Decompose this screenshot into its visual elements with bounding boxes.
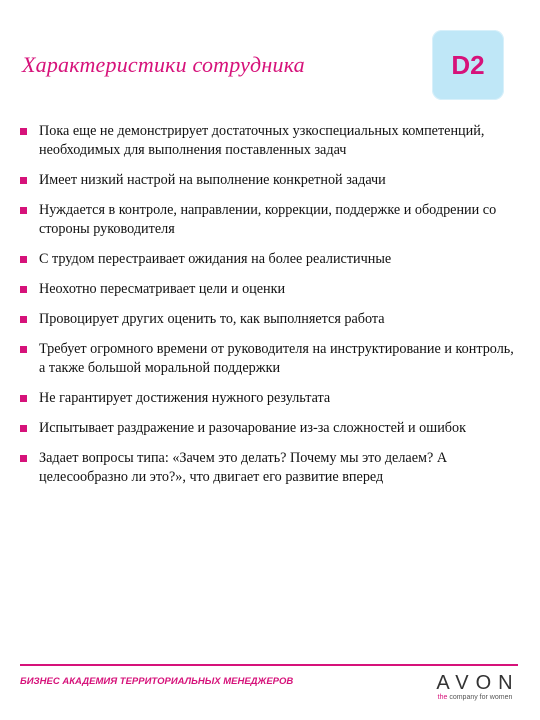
bullet-square-icon: [20, 316, 27, 323]
avon-tagline-accent: the: [437, 694, 448, 701]
list-item: [20, 449, 520, 487]
list-item: [20, 250, 520, 269]
footer-caption: БИЗНЕС АКАДЕМИЯ ТЕРРИТОРИАЛЬНЫХ МЕНЕДЖЕРОВ: [20, 676, 294, 687]
bullet-square-icon: [20, 256, 27, 263]
list-item-text: Неохотно пересматривает цели и оценки: [39, 281, 286, 297]
list-item-text: Нуждается в контроле, направлении, коррекции, поддержке и ободрении со стороны руководителя: [39, 202, 497, 237]
list-item-text: Испытывает раздражение и разочарование из-за сложностей и ошибок: [39, 420, 466, 436]
list-item-text: Пока еще не демонстрирует достаточных узкоспециальных компетенций, необходимых для выполнения поставленных задач: [39, 123, 485, 158]
list-item-text: Требует огромного времени от руководителя на инструктирование и контроль, а также большой моральной поддержки: [39, 341, 514, 376]
avon-tagline: [428, 693, 522, 703]
bullet-square-icon: [20, 177, 27, 184]
list-item: [20, 310, 520, 329]
list-item: [20, 171, 520, 190]
list-item-text: Провоцирует других оценить то, как выполняется работа: [39, 311, 385, 327]
avon-logo: [428, 673, 522, 703]
list-item: [20, 340, 520, 378]
list-item: [20, 419, 520, 438]
list-item-text: С трудом перестраивает ожидания на более реалистичные: [39, 251, 392, 267]
bullet-square-icon: [20, 346, 27, 353]
bullet-square-icon: [20, 395, 27, 402]
characteristics-list: [20, 122, 520, 498]
bullet-square-icon: [20, 455, 27, 462]
level-badge: D2: [432, 30, 504, 100]
list-item: [20, 389, 520, 408]
list-item-text: Задает вопросы типа: «Зачем это делать? Почему мы это делаем? А целесообразно ли это?», что двигает его развитие вперед: [39, 450, 448, 485]
footer-divider: [20, 664, 518, 666]
list-item: [20, 122, 520, 160]
list-item-text: Не гарантирует достижения нужного результата: [39, 390, 331, 406]
list-item: [20, 201, 520, 239]
avon-tagline-rest: company for women: [449, 694, 513, 701]
bullet-square-icon: [20, 207, 27, 214]
bullet-square-icon: [20, 425, 27, 432]
list-item-text: Имеет низкий настрой на выполнение конкретной задачи: [39, 172, 386, 188]
bullet-square-icon: [20, 128, 27, 135]
bullet-square-icon: [20, 286, 27, 293]
slide-title: Характеристики сотрудника: [22, 52, 305, 77]
list-item: [20, 280, 520, 299]
avon-wordmark: AVON: [436, 672, 520, 694]
